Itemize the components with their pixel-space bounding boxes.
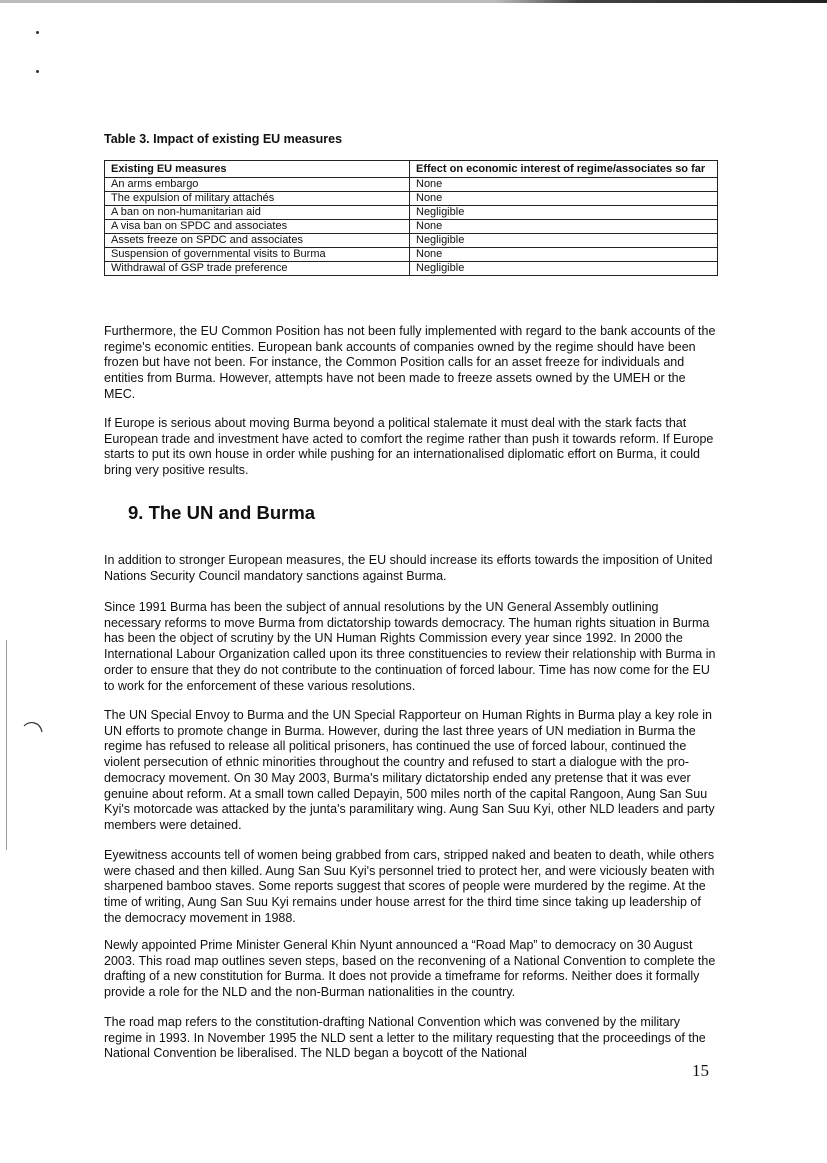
paragraph-europe-serious: If Europe is serious about moving Burma beyond a political stalemate it must deal with the stark facts that European trade and investment have acted to comfort the regime rather than push it towards reform. If Europe starts to put its own house in order while pushing for an internationalised diplomatic effort on Burma, it could bring very positive results.: [104, 416, 714, 478]
paragraph-special-envoy: The UN Special Envoy to Burma and the UN Special Rapporteur on Human Rights in Burma play a key role in UN efforts to promote change in Burma. However, during the last three years of UN mediation in Burma the regime has refused to release all political prisoners, has continued the use of forced labour, continued the violent persecution of ethnic minorities throughout the country and refused to start a dialogue with the pro-democracy movement. On 30 May 2003, Burma's military dictatorship ended any pretense that it was ever genuine about reform. At a small town called Depayin, 500 miles north of the capital Rangoon, Aung San Suu Kyi's motorcade was attacked by the junta's paramilitary wing. Aung San Suu Kyi, other NLD leaders and party members were detained.: [104, 708, 715, 832]
paragraph-eyewitness: Eyewitness accounts tell of women being grabbed from cars, stripped naked and beaten to death, while others were chased and then killed. Aung San Suu Kyi's personnel tried to protect her, and were viciously beaten with sharpened bamboo staves. Some reports suggest that scores of people were murdered by the regime. At the time of writing, Aung San Suu Kyi remains under house arrest for the third time since taking up leadership of the democracy movement in 1988.: [104, 848, 715, 925]
table-header-row: [105, 161, 718, 178]
eu-measures-table: [104, 160, 718, 276]
table-row: [105, 192, 718, 206]
paragraph-common-position: Furthermore, the EU Common Position has not been fully implemented with regard to the bank accounts of the regime's economic entities. European bank accounts of companies owned by the regime should have been frozen but have not been. For instance, the Common Position calls for an asset freeze for individuals and entities from Burma. However, attempts have not been made to freeze assets owned by the UMEH or the MEC.: [104, 324, 716, 401]
measure-cell: A visa ban on SPDC and associates: [105, 220, 410, 234]
scan-dot: [36, 31, 39, 34]
measure-cell: A ban on non-humanitarian aid: [105, 206, 410, 220]
scan-margin-mark: [6, 640, 7, 850]
table-row: [105, 248, 718, 262]
column-header: Existing EU measures: [105, 161, 410, 178]
effect-cell: None: [410, 192, 718, 206]
column-header: Effect on economic interest of regime/associates so far: [410, 161, 718, 178]
paragraph-road-map: Newly appointed Prime Minister General Khin Nyunt announced a “Road Map” to democracy on 30 August 2003. This road map outlines seven steps, based on the reconvening of a National Convention to complete the drafting of a new constitution for Burma. It does not provide a timeframe for reforms. Neither does it formally provide a role for the NLD and the non-Burman nationalities in the country.: [104, 938, 716, 1000]
effect-cell: None: [410, 248, 718, 262]
section-heading: 9. The UN and Burma: [128, 502, 316, 523]
effect-cell: Negligible: [410, 206, 718, 220]
hole-punch-mark: [22, 720, 46, 742]
paragraph-national-convention: The road map refers to the constitution-drafting National Convention which was convened by the military regime in 1993. In November 1995 the NLD sent a letter to the military requesting that the proceedings of the National Convention be liberalised. The NLD began a boycott of the National: [104, 1015, 706, 1061]
page-number: 15: [692, 1061, 709, 1080]
measure-cell: The expulsion of military attachés: [105, 192, 410, 206]
effect-cell: Negligible: [410, 262, 718, 276]
effect-cell: None: [410, 178, 718, 192]
scan-dot: [36, 70, 39, 73]
measure-cell: Assets freeze on SPDC and associates: [105, 234, 410, 248]
measure-cell: Suspension of governmental visits to Burma: [105, 248, 410, 262]
table-row: [105, 262, 718, 276]
scan-top-edge: [0, 0, 827, 3]
table-row: [105, 178, 718, 192]
effect-cell: Negligible: [410, 234, 718, 248]
effect-cell: None: [410, 220, 718, 234]
table-row: [105, 220, 718, 234]
table-caption: Table 3. Impact of existing EU measures: [104, 132, 343, 146]
paragraph-un-sanctions: In addition to stronger European measures, the EU should increase its efforts towards the imposition of United Nations Security Council mandatory sanctions against Burma.: [104, 553, 713, 583]
table-row: [105, 206, 718, 220]
measure-cell: An arms embargo: [105, 178, 410, 192]
paragraph-resolutions: Since 1991 Burma has been the subject of annual resolutions by the UN General Assembly outlining necessary reforms to move Burma from dictatorship towards democracy. The human rights situation in Burma has been the object of scrutiny by the UN Human Rights Commission every year since 1992. In 2000 the International Labour Organization called upon its three constituencies to review their relationship with Burma in order to ensure that they do not contribute to the continuation of forced labour. Time has now come for the EU to work for the enforcement of these various resolutions.: [104, 600, 716, 693]
table-row: [105, 234, 718, 248]
measure-cell: Withdrawal of GSP trade preference: [105, 262, 410, 276]
